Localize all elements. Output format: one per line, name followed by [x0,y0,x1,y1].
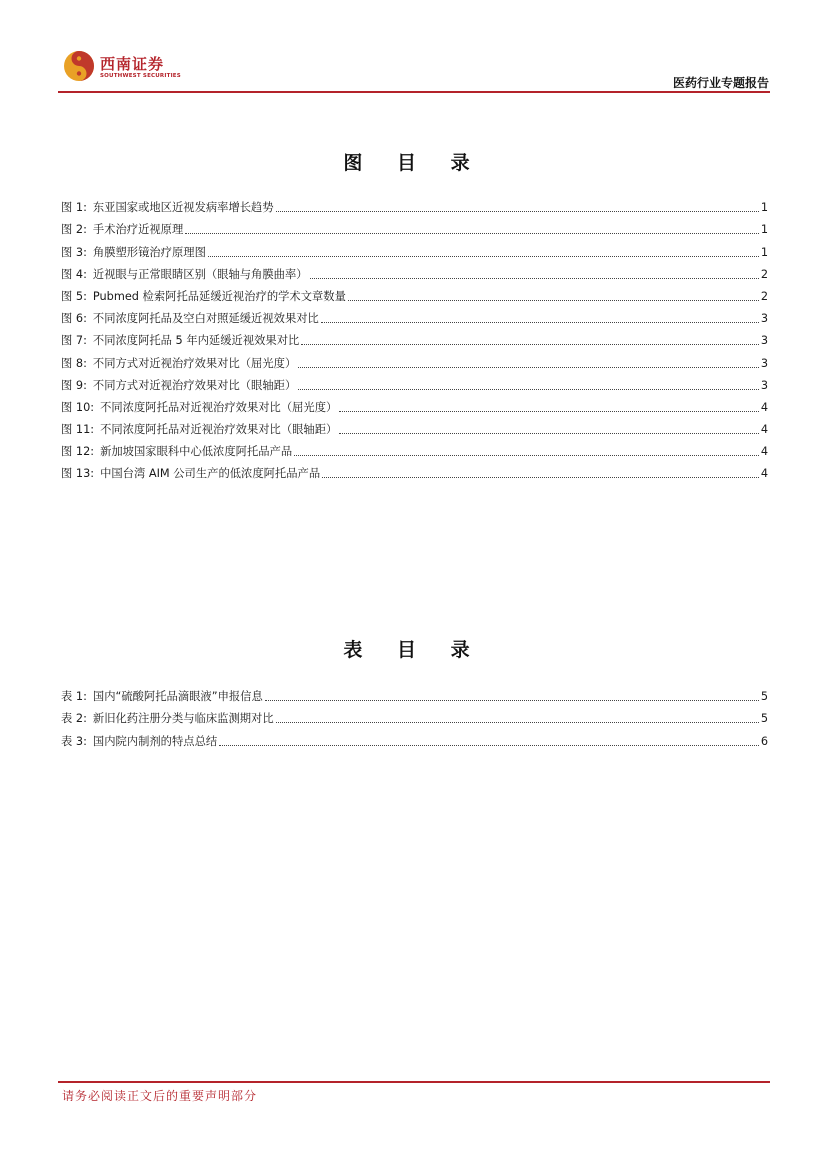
toc-entry-title: 东亚国家或地区近视发病率增长趋势 [92,201,274,215]
toc-entry-label: 表 2: [61,712,87,726]
toc-entry-title: 角膜塑形镜治疗原理图 [92,245,206,259]
table-index-list [61,682,768,749]
report-type-label: 医药行业专题报告 [672,76,769,90]
toc-entry-label: 表 1: [61,690,87,704]
figure-index-entry[interactable] [61,282,768,304]
toc-page-number: 3 [760,378,768,392]
footer-disclaimer: 请务必阅读正文后的重要声明部分 [62,1089,258,1103]
toc-entry-title: 不同方式对近视治疗效果对比（屈光度） [92,356,297,370]
toc-page-number: 5 [760,712,768,726]
table-index-title: 表 目 录 [343,639,484,661]
toc-dot-leader [339,411,758,412]
toc-entry-label: 图 2: [61,223,87,237]
toc-entry-label: 图 9: [61,378,87,392]
toc-dot-leader [322,477,759,478]
logo-english-name: SOUTHWEST SECURITIES [100,73,181,79]
figure-index-entry[interactable] [61,459,768,481]
logo-chinese-name: 西南证券 [100,55,165,73]
toc-dot-leader [276,211,759,212]
toc-page-number: 1 [760,201,768,215]
toc-entry-title: 新旧化药注册分类与临床监测期对比 [92,712,274,726]
toc-entry-label: 图 7: [61,334,87,348]
toc-entry-title: 近视眼与正常眼睛区别（眼轴与角膜曲率） [92,267,308,281]
toc-entry-label: 图 10: [61,400,95,414]
toc-dot-leader [298,367,759,368]
toc-entry-label: 图 12: [61,445,95,459]
figure-index-entry[interactable] [61,437,768,459]
company-logo [63,50,183,86]
toc-dot-leader [265,700,759,701]
toc-page-number: 6 [760,734,768,748]
toc-entry-label: 图 6: [61,312,87,326]
figure-index-title: 图 目 录 [343,152,484,174]
figure-index-entry[interactable] [61,215,768,237]
table-index-entry[interactable] [61,726,768,748]
logo-emblem-icon [63,50,95,82]
toc-page-number: 3 [760,312,768,326]
toc-entry-label: 图 5: [61,289,87,303]
toc-dot-leader [185,233,759,234]
toc-page-number: 3 [760,356,768,370]
toc-page-number: 2 [760,289,768,303]
figure-index-entry[interactable] [61,237,768,259]
toc-page-number: 2 [760,267,768,281]
figure-index-entry[interactable] [61,304,768,326]
toc-entry-label: 图 1: [61,201,87,215]
toc-entry-title: 不同浓度阿托品对近视治疗效果对比（眼轴距） [100,423,338,437]
toc-entry-title: 国内院内制剂的特点总结 [92,734,218,748]
toc-entry-title: 国内“硫酸阿托品滴眼液”申报信息 [92,690,263,704]
figure-index-entry[interactable] [61,348,768,370]
table-index-entry[interactable] [61,704,768,726]
toc-entry-title: Pubmed 检索阿托品延缓近视治疗的学术文章数量 [92,289,346,303]
toc-dot-leader [298,389,759,390]
toc-page-number: 1 [760,223,768,237]
figure-index-entry[interactable] [61,260,768,282]
toc-entry-title: 手术治疗近视原理 [92,223,184,237]
toc-entry-label: 图 13: [61,467,95,481]
toc-page-number: 5 [760,690,768,704]
toc-entry-title: 不同浓度阿托品 5 年内延缓近视效果对比 [92,334,300,348]
toc-entry-title: 新加坡国家眼科中心低浓度阿托品产品 [100,445,293,459]
figure-index-list [61,193,768,481]
toc-dot-leader [294,455,759,456]
toc-page-number: 1 [760,245,768,259]
toc-page-number: 4 [760,400,768,414]
toc-entry-label: 图 3: [61,245,87,259]
figure-index-entry[interactable] [61,193,768,215]
toc-dot-leader [276,722,759,723]
toc-dot-leader [301,344,759,345]
page-header [0,0,827,95]
table-index-entry[interactable] [61,682,768,704]
toc-entry-label: 图 4: [61,267,87,281]
toc-dot-leader [310,278,759,279]
toc-dot-leader [339,433,758,434]
toc-page-number: 4 [760,423,768,437]
toc-page-number: 4 [760,445,768,459]
toc-dot-leader [321,322,759,323]
toc-page-number: 4 [760,467,768,481]
figure-index-entry[interactable] [61,371,768,393]
toc-entry-label: 图 8: [61,356,87,370]
figure-index-entry[interactable] [61,415,768,437]
footer-divider [58,1081,770,1083]
toc-dot-leader [208,256,759,257]
figure-index-entry[interactable] [61,326,768,348]
toc-page-number: 3 [760,334,768,348]
toc-entry-label: 表 3: [61,734,87,748]
toc-entry-label: 图 11: [61,423,95,437]
toc-dot-leader [219,745,759,746]
toc-entry-title: 不同浓度阿托品对近视治疗效果对比（屈光度） [100,400,338,414]
toc-entry-title: 不同方式对近视治疗效果对比（眼轴距） [92,378,297,392]
figure-index-entry[interactable] [61,393,768,415]
toc-entry-title: 不同浓度阿托品及空白对照延缓近视效果对比 [92,312,319,326]
header-divider [58,91,770,93]
toc-entry-title: 中国台湾 AIM 公司生产的低浓度阿托品产品 [100,467,321,481]
toc-dot-leader [348,300,759,301]
